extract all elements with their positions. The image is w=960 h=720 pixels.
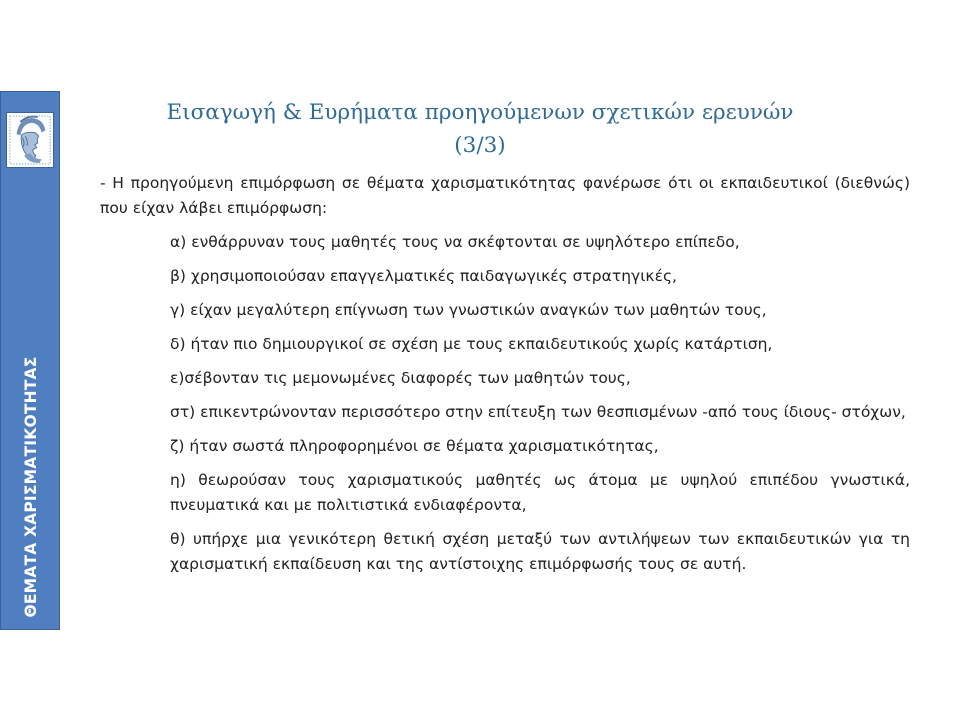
athena-head-icon bbox=[6, 112, 54, 168]
intro-paragraph: - Η προηγούμενη επιμόρφωση σε θέματα χαρισματικότητας φανέρωσε ότι οι εκπαιδευτικοί (διεθνώς) που είχαν λάβει επιμόρφωση: bbox=[100, 174, 910, 217]
list-item: γ) είχαν μεγαλύτερη επίγνωση των γνωστικών αναγκών των μαθητών τους, bbox=[170, 301, 767, 319]
list-item: η) θεωρούσαν τους χαρισματικούς μαθητές ως άτομα με υψηλού επιπέδου γνωστικά, πνευματικά και με πολιτιστικά ενδιαφέροντα, bbox=[170, 471, 910, 514]
logo-graphic bbox=[7, 113, 53, 167]
list-item: θ) υπήρχε μια γενικότερη θετική σχέση μεταξύ των αντιλήψεων των εκπαιδευτικών για τη χαρισματική εκπαίδευση και της αντίστοιχης επιμόρφωσής τους σε αυτή. bbox=[170, 530, 910, 573]
list-item: α) ενθάρρυναν τους μαθητές τους να σκέφτονται σε υψηλότερο επίπεδο, bbox=[170, 233, 740, 251]
sidebar bbox=[0, 91, 60, 630]
slide-title bbox=[110, 96, 850, 162]
list-item: β) χρησιμοποιούσαν επαγγελματικές παιδαγωγικές στρατηγικές, bbox=[170, 267, 677, 285]
list-item: ε)σέβονταν τις μεμονωμένες διαφορές των μαθητών τους, bbox=[170, 369, 631, 387]
slide-title-line2: (3/3) bbox=[454, 133, 506, 158]
list-item: ζ) ήταν σωστά πληροφορημένοι σε θέματα χαρισματικότητας, bbox=[170, 437, 659, 455]
slide-content bbox=[100, 171, 910, 586]
sidebar-vertical-title: ΘΕΜΑΤΑ ΧΑΡΙΣΜΑΤΙΚΟΤΗΤΑΣ bbox=[22, 356, 40, 618]
list-item: στ) επικεντρώνονταν περισσότερο στην επίτευξη των θεσπισμένων -από τους ίδιους- στόχων, bbox=[170, 403, 906, 421]
list-item: δ) ήταν πιο δημιουργικοί σε σχέση με τους εκπαιδευτικούς χωρίς κατάρτιση, bbox=[170, 335, 773, 353]
slide-title-line1: Εισαγωγή & Ευρήματα προηγούμενων σχετικών ερευνών bbox=[166, 100, 794, 125]
findings-list bbox=[100, 230, 910, 577]
